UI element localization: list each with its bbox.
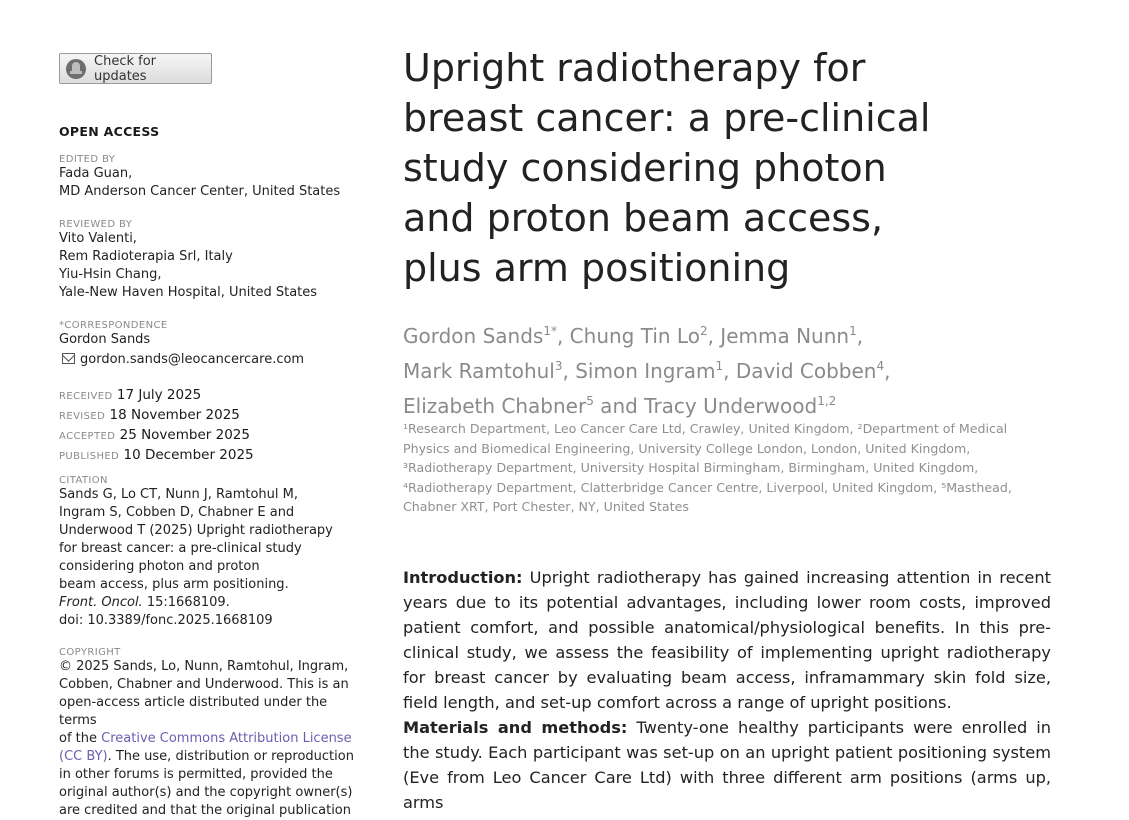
citation-line: Sands G, Lo CT, Nunn J, Ramtohul M, xyxy=(59,487,299,502)
reviewer-line: Vito Valenti, xyxy=(59,231,137,246)
date-published: PUBLISHED 10 December 2025 xyxy=(59,447,254,463)
affiliations xyxy=(403,419,1028,517)
citation-volume: 15:1668109. xyxy=(142,595,230,610)
copyright-line: Cobben, Chabner and Underwood. This is an xyxy=(59,677,349,692)
license-link[interactable]: Creative Commons Attribution License xyxy=(101,731,352,746)
check-updates-icon xyxy=(66,59,86,79)
correspondence-section xyxy=(59,320,359,369)
check-for-updates-button[interactable] xyxy=(59,53,212,84)
citation-label: CITATION xyxy=(59,475,108,486)
reviewer-line: Yiu-Hsin Chang, xyxy=(59,267,162,282)
affiliation-line: ⁴Radiotherapy Department, Clatterbridge Cancer Centre, Liverpool, United Kingdom, ⁵Masthead, xyxy=(403,479,1012,495)
reviewed-by-label: REVIEWED BY xyxy=(59,219,133,230)
correspondence-label: *CORRESPONDENCE xyxy=(59,320,168,331)
copyright-line: (CC BY). The use, distribution or reproduction xyxy=(59,749,354,764)
title-line: and proton beam access, xyxy=(403,196,884,240)
copyright-section xyxy=(59,647,359,820)
copyright-label: COPYRIGHT xyxy=(59,647,121,658)
copyright-line: are credited and that the original publication xyxy=(59,803,351,818)
reviewer-line: Rem Radioterapia Srl, Italy xyxy=(59,249,233,264)
open-access-label: OPEN ACCESS xyxy=(59,124,160,139)
dates-section xyxy=(59,386,359,466)
editor-affiliation: MD Anderson Cancer Center, United States xyxy=(59,184,341,199)
citation-line: considering photon and proton xyxy=(59,559,260,574)
affiliation-line: ¹Research Department, Leo Cancer Care Ltd, Crawley, United Kingdom, ²Department of Medical xyxy=(403,421,1008,436)
citation-section xyxy=(59,475,359,630)
edited-by-section xyxy=(59,154,359,201)
author-name[interactable]: Simon Ingram xyxy=(575,359,716,383)
editor-name: Fada Guan, xyxy=(59,166,133,181)
article-title xyxy=(403,43,1003,293)
title-line: breast cancer: a pre-clinical xyxy=(403,96,931,140)
author-line: Elizabeth Chabner$^5$ and Tracy Underwood$^{1,2}$ xyxy=(403,394,837,418)
correspondence-email-row xyxy=(59,351,359,369)
title-line: Upright radiotherapy for xyxy=(403,46,866,90)
abstract xyxy=(403,565,1051,815)
date-accepted: ACCEPTED 25 November 2025 xyxy=(59,427,250,443)
correspondence-email[interactable]: gordon.sands@leocancercare.com xyxy=(80,352,305,367)
abstract-methods xyxy=(403,715,1051,815)
date-revised: REVISED 18 November 2025 xyxy=(59,407,240,423)
copyright-line: open-access article distributed under the terms xyxy=(59,695,328,728)
author-line: Gordon Sands$^{1*}$, Chung Tin Lo$^2$, Jemma Nunn$^1$, xyxy=(403,324,864,348)
citation-line: for breast cancer: a pre-clinical study xyxy=(59,541,302,556)
correspondence-name: Gordon Sands xyxy=(59,332,151,347)
methods-heading: Materials and methods: xyxy=(403,718,628,737)
affiliation-line: Chabner XRT, Port Chester, NY, United States xyxy=(403,499,689,514)
introduction-heading: Introduction: xyxy=(403,568,523,587)
author-list xyxy=(403,316,963,421)
methods-text: Twenty-one healthy participants were enrolled in the study. Each participant was set-up on an upright patient positioning system (Eve from Leo Cancer Care Ltd) with three different arm positions (arms up, arms xyxy=(403,718,1051,812)
edited-by-label: EDITED BY xyxy=(59,154,116,165)
copyright-line: © 2025 Sands, Lo, Nunn, Ramtohul, Ingram, xyxy=(59,659,349,674)
introduction-text: Upright radiotherapy has gained increasing attention in recent years due to its potential advantages, including lower room costs, improved patient comfort, and possible anatomical/physiological benefits. In this pre-clinical study, we assess the feasibility of implementing upright radiotherapy for breast cancer by evaluating beam access, inframammary skin fold size, field length, and set-up comfort across a range of upright positions. xyxy=(403,568,1051,712)
copyright-line: original author(s) and the copyright owner(s) xyxy=(59,785,353,800)
date-received: RECEIVED 17 July 2025 xyxy=(59,387,202,403)
affiliation-line: ³Radiotherapy Department, University Hospital Birmingham, Birmingham, United Kingdom, xyxy=(403,460,979,475)
copyright-line: in other forums is permitted, provided the xyxy=(59,767,333,782)
citation-line: beam access, plus arm positioning. xyxy=(59,577,289,592)
author-line: Mark Ramtohul$^3$, Simon Ingram$^1$, David Cobben$^4$, xyxy=(403,359,891,383)
author-name[interactable]: Chung Tin Lo xyxy=(569,324,700,348)
title-line: study considering photon xyxy=(403,146,887,190)
author-name[interactable]: David Cobben xyxy=(735,359,877,383)
author-name[interactable]: Elizabeth Chabner xyxy=(403,394,587,418)
reviewer-line: Yale-New Haven Hospital, United States xyxy=(59,285,318,300)
abstract-introduction xyxy=(403,565,1051,715)
reviewed-by-section xyxy=(59,219,359,302)
citation-line: Ingram S, Cobben D, Chabner E and xyxy=(59,505,295,520)
author-name[interactable]: Tracy Underwood xyxy=(644,394,818,418)
copyright-line: of the Creative Commons Attribution License xyxy=(59,731,352,746)
cc-by-link[interactable]: (CC BY) xyxy=(59,749,108,764)
citation-journal-line xyxy=(59,594,359,612)
author-name[interactable]: Jemma Nunn xyxy=(720,324,850,348)
citation-line: Underwood T (2025) Upright radiotherapy xyxy=(59,523,333,538)
article-sidebar xyxy=(59,53,359,818)
author-name[interactable]: Gordon Sands xyxy=(403,324,544,348)
author-name[interactable]: Mark Ramtohul xyxy=(403,359,555,383)
affiliation-line: Physics and Biomedical Engineering, University College London, London, United Kingdom, xyxy=(403,440,971,456)
citation-journal: Front. Oncol. xyxy=(59,595,143,610)
check-for-updates-label: Check for updates xyxy=(94,53,156,84)
mail-icon xyxy=(62,353,75,364)
citation-doi: doi: 10.3389/fonc.2025.1668109 xyxy=(59,613,273,628)
title-line: plus arm positioning xyxy=(403,246,791,290)
